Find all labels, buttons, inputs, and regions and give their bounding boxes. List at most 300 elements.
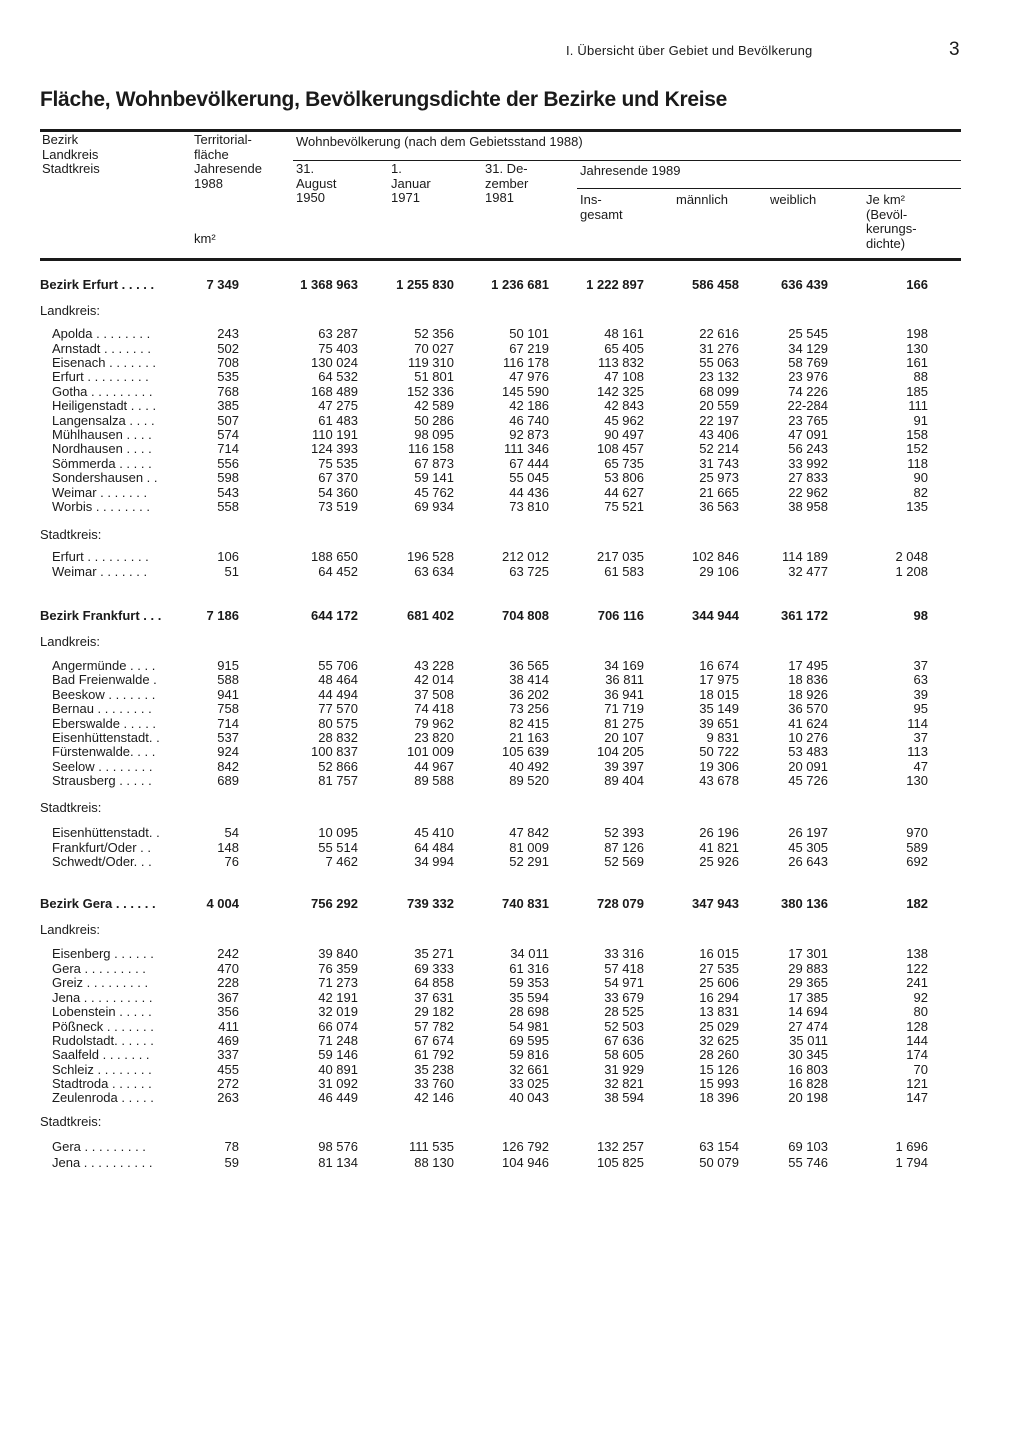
cell-area: 228 <box>217 975 239 990</box>
cell-density: 144 <box>906 1033 928 1048</box>
cell-density: 161 <box>906 355 928 370</box>
cell-total: 42 843 <box>604 398 644 413</box>
cell-area: 367 <box>217 990 239 1005</box>
table-row <box>0 961 1024 976</box>
cell-p1950: 130 024 <box>311 355 358 370</box>
cell-area: 574 <box>217 427 239 442</box>
cell-p1950: 64 532 <box>318 369 358 384</box>
cell-male: 22 616 <box>699 326 739 341</box>
cell-p1981: 92 873 <box>509 427 549 442</box>
cell-p1971: 42 589 <box>414 398 454 413</box>
cell-male: 36 563 <box>699 499 739 514</box>
cell-p1971: 116 158 <box>407 441 454 456</box>
cell-area: 76 <box>224 854 239 869</box>
cell-p1981: 40 492 <box>509 759 549 774</box>
cell-density: 589 <box>906 840 928 855</box>
cell-p1981: 33 025 <box>509 1076 549 1091</box>
cell-density: 80 <box>913 1004 928 1019</box>
cell-p1971: 37 508 <box>414 687 454 702</box>
cell-p1950: 71 248 <box>318 1033 358 1048</box>
cell-male: 55 063 <box>699 355 739 370</box>
cell-area: 263 <box>217 1090 239 1105</box>
label-landkreis-gera: Landkreis: <box>40 922 100 937</box>
header-1989-rule <box>577 188 961 189</box>
cell-total: 44 627 <box>604 485 644 500</box>
cell-area: 842 <box>217 759 239 774</box>
cell-density: 82 <box>913 485 928 500</box>
cell-female: 636 439 <box>781 277 828 292</box>
cell-area: 689 <box>217 773 239 788</box>
cell-p1981: 55 045 <box>509 470 549 485</box>
cell-density: 98 <box>913 608 928 623</box>
cell-p1950: 42 191 <box>318 990 358 1005</box>
cell-total: 61 583 <box>604 564 644 579</box>
row-name: Bezirk Gera . . . . . . <box>40 896 156 911</box>
cell-p1981: 82 415 <box>509 716 549 731</box>
cell-female: 380 136 <box>781 896 828 911</box>
cell-female: 361 172 <box>781 608 828 623</box>
row-name: Schwedt/Oder. . . <box>52 854 152 869</box>
table-row <box>0 1004 1024 1019</box>
table-row <box>0 369 1024 384</box>
row-name: Beeskow . . . . . . . <box>52 687 156 702</box>
cell-p1971: 196 528 <box>407 549 454 564</box>
cell-p1950: 32 019 <box>318 1004 358 1019</box>
cell-male: 31 276 <box>699 341 739 356</box>
page-number: 3 <box>949 39 960 60</box>
cell-density: 1 696 <box>895 1139 928 1154</box>
cell-p1950: 73 519 <box>318 499 358 514</box>
cell-male: 13 831 <box>699 1004 739 1019</box>
header-col-1971: 1. Januar 1971 <box>391 161 431 205</box>
cell-male: 18 015 <box>699 687 739 702</box>
cell-p1981: 35 594 <box>509 990 549 1005</box>
cell-area: 242 <box>217 946 239 961</box>
label-stadtkreis-frankfurt: Stadtkreis: <box>40 800 102 815</box>
header-col-1950: 31. August 1950 <box>296 161 337 205</box>
cell-p1971: 37 631 <box>414 990 454 1005</box>
cell-p1971: 152 336 <box>407 384 454 399</box>
cell-female: 36 570 <box>788 701 828 716</box>
cell-p1981: 145 590 <box>502 384 549 399</box>
row-name: Sömmerda . . . . . <box>52 456 152 471</box>
row-name: Weimar . . . . . . . <box>52 564 148 579</box>
cell-female: 18 836 <box>788 672 828 687</box>
table-row <box>0 975 1024 990</box>
cell-male: 19 306 <box>699 759 739 774</box>
cell-total: 706 116 <box>597 608 644 623</box>
cell-female: 22-284 <box>787 398 828 413</box>
cell-female: 20 198 <box>788 1090 828 1105</box>
row-name: Nordhausen . . . . <box>52 441 152 456</box>
cell-density: 91 <box>913 413 928 428</box>
cell-area: 714 <box>217 716 239 731</box>
cell-p1971: 79 962 <box>414 716 454 731</box>
cell-p1981: 32 661 <box>509 1062 549 1077</box>
cell-p1971: 23 820 <box>414 730 454 745</box>
cell-p1950: 110 191 <box>311 427 358 442</box>
table-row <box>0 1019 1024 1034</box>
cell-male: 52 214 <box>699 441 739 456</box>
cell-p1981: 212 012 <box>502 549 549 564</box>
cell-p1950: 75 535 <box>318 456 358 471</box>
cell-p1981: 704 808 <box>502 608 549 623</box>
cell-p1971: 42 014 <box>414 672 454 687</box>
cell-male: 25 973 <box>699 470 739 485</box>
cell-area: 915 <box>217 658 239 673</box>
cell-male: 27 535 <box>699 961 739 976</box>
row-name: Bernau . . . . . . . . <box>52 701 152 716</box>
table-row <box>0 564 1024 579</box>
row-name: Seelow . . . . . . . . <box>52 759 153 774</box>
cell-p1950: 31 092 <box>318 1076 358 1091</box>
cell-male: 16 294 <box>699 990 739 1005</box>
cell-p1950: 47 275 <box>318 398 358 413</box>
table-row <box>0 701 1024 716</box>
cell-density: 138 <box>906 946 928 961</box>
cell-density: 185 <box>906 384 928 399</box>
cell-p1971: 64 858 <box>414 975 454 990</box>
cell-p1981: 28 698 <box>509 1004 549 1019</box>
cell-area: 507 <box>217 413 239 428</box>
cell-p1971: 69 333 <box>414 961 454 976</box>
row-name: Sondershausen . . <box>52 470 158 485</box>
cell-p1981: 105 639 <box>502 744 549 759</box>
cell-total: 67 636 <box>604 1033 644 1048</box>
cell-male: 25 926 <box>699 854 739 869</box>
cell-female: 26 197 <box>788 825 828 840</box>
row-name: Eisenberg . . . . . . <box>52 946 154 961</box>
cell-total: 20 107 <box>604 730 644 745</box>
cell-density: 1 794 <box>895 1155 928 1170</box>
table-row <box>0 1033 1024 1048</box>
cell-p1981: 126 792 <box>502 1139 549 1154</box>
cell-p1981: 47 976 <box>509 369 549 384</box>
header-col-1981: 31. De- zember 1981 <box>485 161 529 205</box>
cell-total: 38 594 <box>604 1090 644 1105</box>
cell-total: 39 397 <box>604 759 644 774</box>
cell-total: 47 108 <box>604 369 644 384</box>
row-name: Eisenach . . . . . . . <box>52 355 157 370</box>
row-name: Bezirk Erfurt . . . . . <box>40 277 155 292</box>
cell-p1971: 739 332 <box>407 896 454 911</box>
cell-area: 455 <box>217 1062 239 1077</box>
cell-density: 113 <box>907 744 928 759</box>
cell-p1971: 89 588 <box>414 773 454 788</box>
cell-total: 65 735 <box>604 456 644 471</box>
header-area: Territorial- fläche Jahresende 1988 <box>194 132 262 191</box>
cell-female: 27 833 <box>788 470 828 485</box>
row-name: Fürstenwalde. . . . <box>52 744 156 759</box>
cell-female: 41 624 <box>788 716 828 731</box>
cell-male: 43 406 <box>699 427 739 442</box>
cell-p1971: 43 228 <box>414 658 454 673</box>
cell-p1981: 47 842 <box>509 825 549 840</box>
cell-density: 135 <box>906 499 928 514</box>
cell-p1950: 76 359 <box>318 961 358 976</box>
cell-p1950: 44 494 <box>318 687 358 702</box>
cell-total: 58 605 <box>604 1047 644 1062</box>
row-name: Langensalza . . . . <box>52 413 155 428</box>
cell-density: 114 <box>907 716 928 731</box>
cell-density: 122 <box>906 961 928 976</box>
cell-area: 7 349 <box>206 277 239 292</box>
cell-total: 71 719 <box>604 701 644 716</box>
cell-p1971: 59 141 <box>414 470 454 485</box>
cell-male: 35 149 <box>699 701 739 716</box>
cell-p1950: 644 172 <box>311 608 358 623</box>
cell-p1950: 100 837 <box>311 744 358 759</box>
cell-p1981: 63 725 <box>509 564 549 579</box>
cell-density: 1 208 <box>895 564 928 579</box>
cell-male: 29 106 <box>699 564 739 579</box>
cell-density: 152 <box>906 441 928 456</box>
cell-female: 17 385 <box>788 990 828 1005</box>
cell-male: 20 559 <box>699 398 739 413</box>
cell-male: 50 722 <box>699 744 739 759</box>
cell-male: 16 015 <box>699 946 739 961</box>
cell-p1950: 66 074 <box>318 1019 358 1034</box>
cell-female: 56 243 <box>788 441 828 456</box>
cell-p1981: 73 810 <box>509 499 549 514</box>
cell-total: 45 962 <box>604 413 644 428</box>
cell-p1971: 681 402 <box>407 608 454 623</box>
cell-male: 344 944 <box>692 608 739 623</box>
table-row <box>0 840 1024 855</box>
cell-female: 17 301 <box>788 946 828 961</box>
cell-female: 17 495 <box>788 658 828 673</box>
row-name: Erfurt . . . . . . . . . <box>52 369 149 384</box>
cell-p1971: 119 310 <box>407 355 454 370</box>
cell-p1950: 77 570 <box>318 701 358 716</box>
cell-p1950: 1 368 963 <box>300 277 358 292</box>
cell-p1950: 48 464 <box>318 672 358 687</box>
cell-total: 52 569 <box>604 854 644 869</box>
cell-p1950: 61 483 <box>318 413 358 428</box>
cell-total: 28 525 <box>604 1004 644 1019</box>
cell-density: 2 048 <box>895 549 928 564</box>
cell-female: 38 958 <box>788 499 828 514</box>
cell-area: 337 <box>217 1047 239 1062</box>
bezirk-row <box>0 277 1024 292</box>
table-row <box>0 470 1024 485</box>
cell-p1971: 45 762 <box>414 485 454 500</box>
cell-density: 39 <box>913 687 928 702</box>
table-row <box>0 773 1024 788</box>
cell-density: 95 <box>913 701 928 716</box>
cell-p1950: 80 575 <box>318 716 358 731</box>
table-row <box>0 427 1024 442</box>
header-total: Ins- gesamt <box>580 192 623 222</box>
table-row <box>0 398 1024 413</box>
cell-area: 543 <box>217 485 239 500</box>
bezirk-row <box>0 608 1024 623</box>
cell-female: 20 091 <box>788 759 828 774</box>
cell-density: 241 <box>906 975 928 990</box>
cell-density: 128 <box>906 1019 928 1034</box>
cell-area: 78 <box>224 1139 239 1154</box>
cell-p1950: 98 576 <box>318 1139 358 1154</box>
cell-total: 34 169 <box>604 658 644 673</box>
cell-total: 1 222 897 <box>586 277 644 292</box>
table-row <box>0 990 1024 1005</box>
cell-total: 142 325 <box>597 384 644 399</box>
cell-density: 118 <box>907 456 928 471</box>
cell-female: 74 226 <box>788 384 828 399</box>
cell-female: 27 474 <box>788 1019 828 1034</box>
cell-p1981: 73 256 <box>509 701 549 716</box>
cell-p1950: 75 403 <box>318 341 358 356</box>
cell-p1971: 69 934 <box>414 499 454 514</box>
cell-p1971: 52 356 <box>414 326 454 341</box>
cell-male: 31 743 <box>699 456 739 471</box>
row-name: Saalfeld . . . . . . . <box>52 1047 150 1062</box>
cell-p1950: 63 287 <box>318 326 358 341</box>
cell-total: 87 126 <box>604 840 644 855</box>
cell-p1981: 52 291 <box>509 854 549 869</box>
row-name: Eisenhüttenstadt. . <box>52 730 160 745</box>
cell-density: 63 <box>913 672 928 687</box>
row-name: Strausberg . . . . . <box>52 773 152 788</box>
cell-density: 88 <box>913 369 928 384</box>
cell-male: 15 993 <box>699 1076 739 1091</box>
row-name: Jena . . . . . . . . . . <box>52 990 153 1005</box>
table-row <box>0 854 1024 869</box>
row-name: Bad Freienwalde . <box>52 672 157 687</box>
table-row <box>0 441 1024 456</box>
cell-female: 16 828 <box>788 1076 828 1091</box>
cell-female: 55 746 <box>788 1155 828 1170</box>
cell-total: 108 457 <box>597 441 644 456</box>
cell-p1971: 1 255 830 <box>396 277 454 292</box>
row-name: Jena . . . . . . . . . . <box>52 1155 153 1170</box>
cell-p1950: 7 462 <box>325 854 358 869</box>
cell-male: 102 846 <box>692 549 739 564</box>
cell-female: 45 305 <box>788 840 828 855</box>
cell-male: 15 126 <box>699 1062 739 1077</box>
header-population: Wohnbevölkerung (nach dem Gebietsstand 1988) <box>296 134 583 149</box>
cell-area: 556 <box>217 456 239 471</box>
cell-total: 104 205 <box>597 744 644 759</box>
table-row <box>0 687 1024 702</box>
cell-p1971: 34 994 <box>414 854 454 869</box>
cell-p1971: 33 760 <box>414 1076 454 1091</box>
cell-female: 29 883 <box>788 961 828 976</box>
table-row <box>0 549 1024 564</box>
table-row <box>0 1062 1024 1077</box>
table-row <box>0 658 1024 673</box>
cell-density: 92 <box>913 990 928 1005</box>
cell-male: 21 665 <box>699 485 739 500</box>
cell-p1950: 124 393 <box>311 441 358 456</box>
table-row <box>0 825 1024 840</box>
cell-p1981: 111 346 <box>503 441 549 456</box>
cell-area: 51 <box>224 564 239 579</box>
cell-density: 970 <box>906 825 928 840</box>
cell-male: 28 260 <box>699 1047 739 1062</box>
cell-male: 68 099 <box>699 384 739 399</box>
row-name: Greiz . . . . . . . . . <box>52 975 149 990</box>
cell-p1971: 50 286 <box>414 413 454 428</box>
table-row <box>0 759 1024 774</box>
cell-p1981: 44 436 <box>509 485 549 500</box>
cell-p1950: 54 360 <box>318 485 358 500</box>
cell-total: 65 405 <box>604 341 644 356</box>
cell-male: 50 079 <box>699 1155 739 1170</box>
cell-female: 30 345 <box>788 1047 828 1062</box>
row-name: Erfurt . . . . . . . . . <box>52 549 149 564</box>
table-row <box>0 1076 1024 1091</box>
cell-total: 52 503 <box>604 1019 644 1034</box>
table-row <box>0 326 1024 341</box>
cell-p1950: 81 134 <box>318 1155 358 1170</box>
cell-area: 469 <box>217 1033 239 1048</box>
table-row <box>0 413 1024 428</box>
cell-p1950: 46 449 <box>318 1090 358 1105</box>
cell-p1950: 55 514 <box>318 840 358 855</box>
cell-p1971: 74 418 <box>414 701 454 716</box>
table-row <box>0 1047 1024 1062</box>
table-row <box>0 946 1024 961</box>
cell-total: 105 825 <box>597 1155 644 1170</box>
cell-density: 90 <box>913 470 928 485</box>
label-landkreis-frankfurt: Landkreis: <box>40 634 100 649</box>
cell-p1950: 59 146 <box>318 1047 358 1062</box>
cell-female: 23 765 <box>788 413 828 428</box>
cell-p1981: 89 520 <box>509 773 549 788</box>
cell-total: 53 806 <box>604 470 644 485</box>
row-name: Frankfurt/Oder . . <box>52 840 151 855</box>
row-name: Weimar . . . . . . . <box>52 485 148 500</box>
cell-total: 90 497 <box>604 427 644 442</box>
cell-area: 768 <box>217 384 239 399</box>
cell-p1950: 81 757 <box>318 773 358 788</box>
cell-p1950: 756 292 <box>311 896 358 911</box>
cell-total: 57 418 <box>604 961 644 976</box>
cell-male: 18 396 <box>699 1090 739 1105</box>
row-name: Eberswalde . . . . . <box>52 716 157 731</box>
cell-male: 32 625 <box>699 1033 739 1048</box>
table-row <box>0 456 1024 471</box>
cell-density: 130 <box>906 341 928 356</box>
cell-female: 34 129 <box>788 341 828 356</box>
row-name: Pößneck . . . . . . . <box>52 1019 154 1034</box>
cell-female: 26 643 <box>788 854 828 869</box>
header-density: Je km² (Bevöl- kerungs- dichte) <box>866 192 917 251</box>
row-name: Apolda . . . . . . . . <box>52 326 151 341</box>
cell-male: 17 975 <box>699 672 739 687</box>
cell-density: 121 <box>906 1076 928 1091</box>
cell-total: 32 821 <box>604 1076 644 1091</box>
label-stadtkreis-gera: Stadtkreis: <box>40 1114 102 1129</box>
cell-density: 111 <box>908 398 928 413</box>
cell-p1950: 67 370 <box>318 470 358 485</box>
cell-p1981: 740 831 <box>502 896 549 911</box>
cell-area: 411 <box>218 1019 239 1034</box>
table-row <box>0 499 1024 514</box>
table-row <box>0 485 1024 500</box>
cell-p1971: 45 410 <box>414 825 454 840</box>
cell-female: 114 189 <box>781 549 828 564</box>
cell-p1981: 61 316 <box>509 961 549 976</box>
header-area-unit: km² <box>194 231 216 246</box>
cell-p1971: 67 873 <box>414 456 454 471</box>
cell-p1950: 64 452 <box>318 564 358 579</box>
cell-area: 4 004 <box>206 896 239 911</box>
row-name: Gotha . . . . . . . . . <box>52 384 153 399</box>
cell-p1971: 61 792 <box>414 1047 454 1062</box>
cell-p1971: 35 238 <box>414 1062 454 1077</box>
